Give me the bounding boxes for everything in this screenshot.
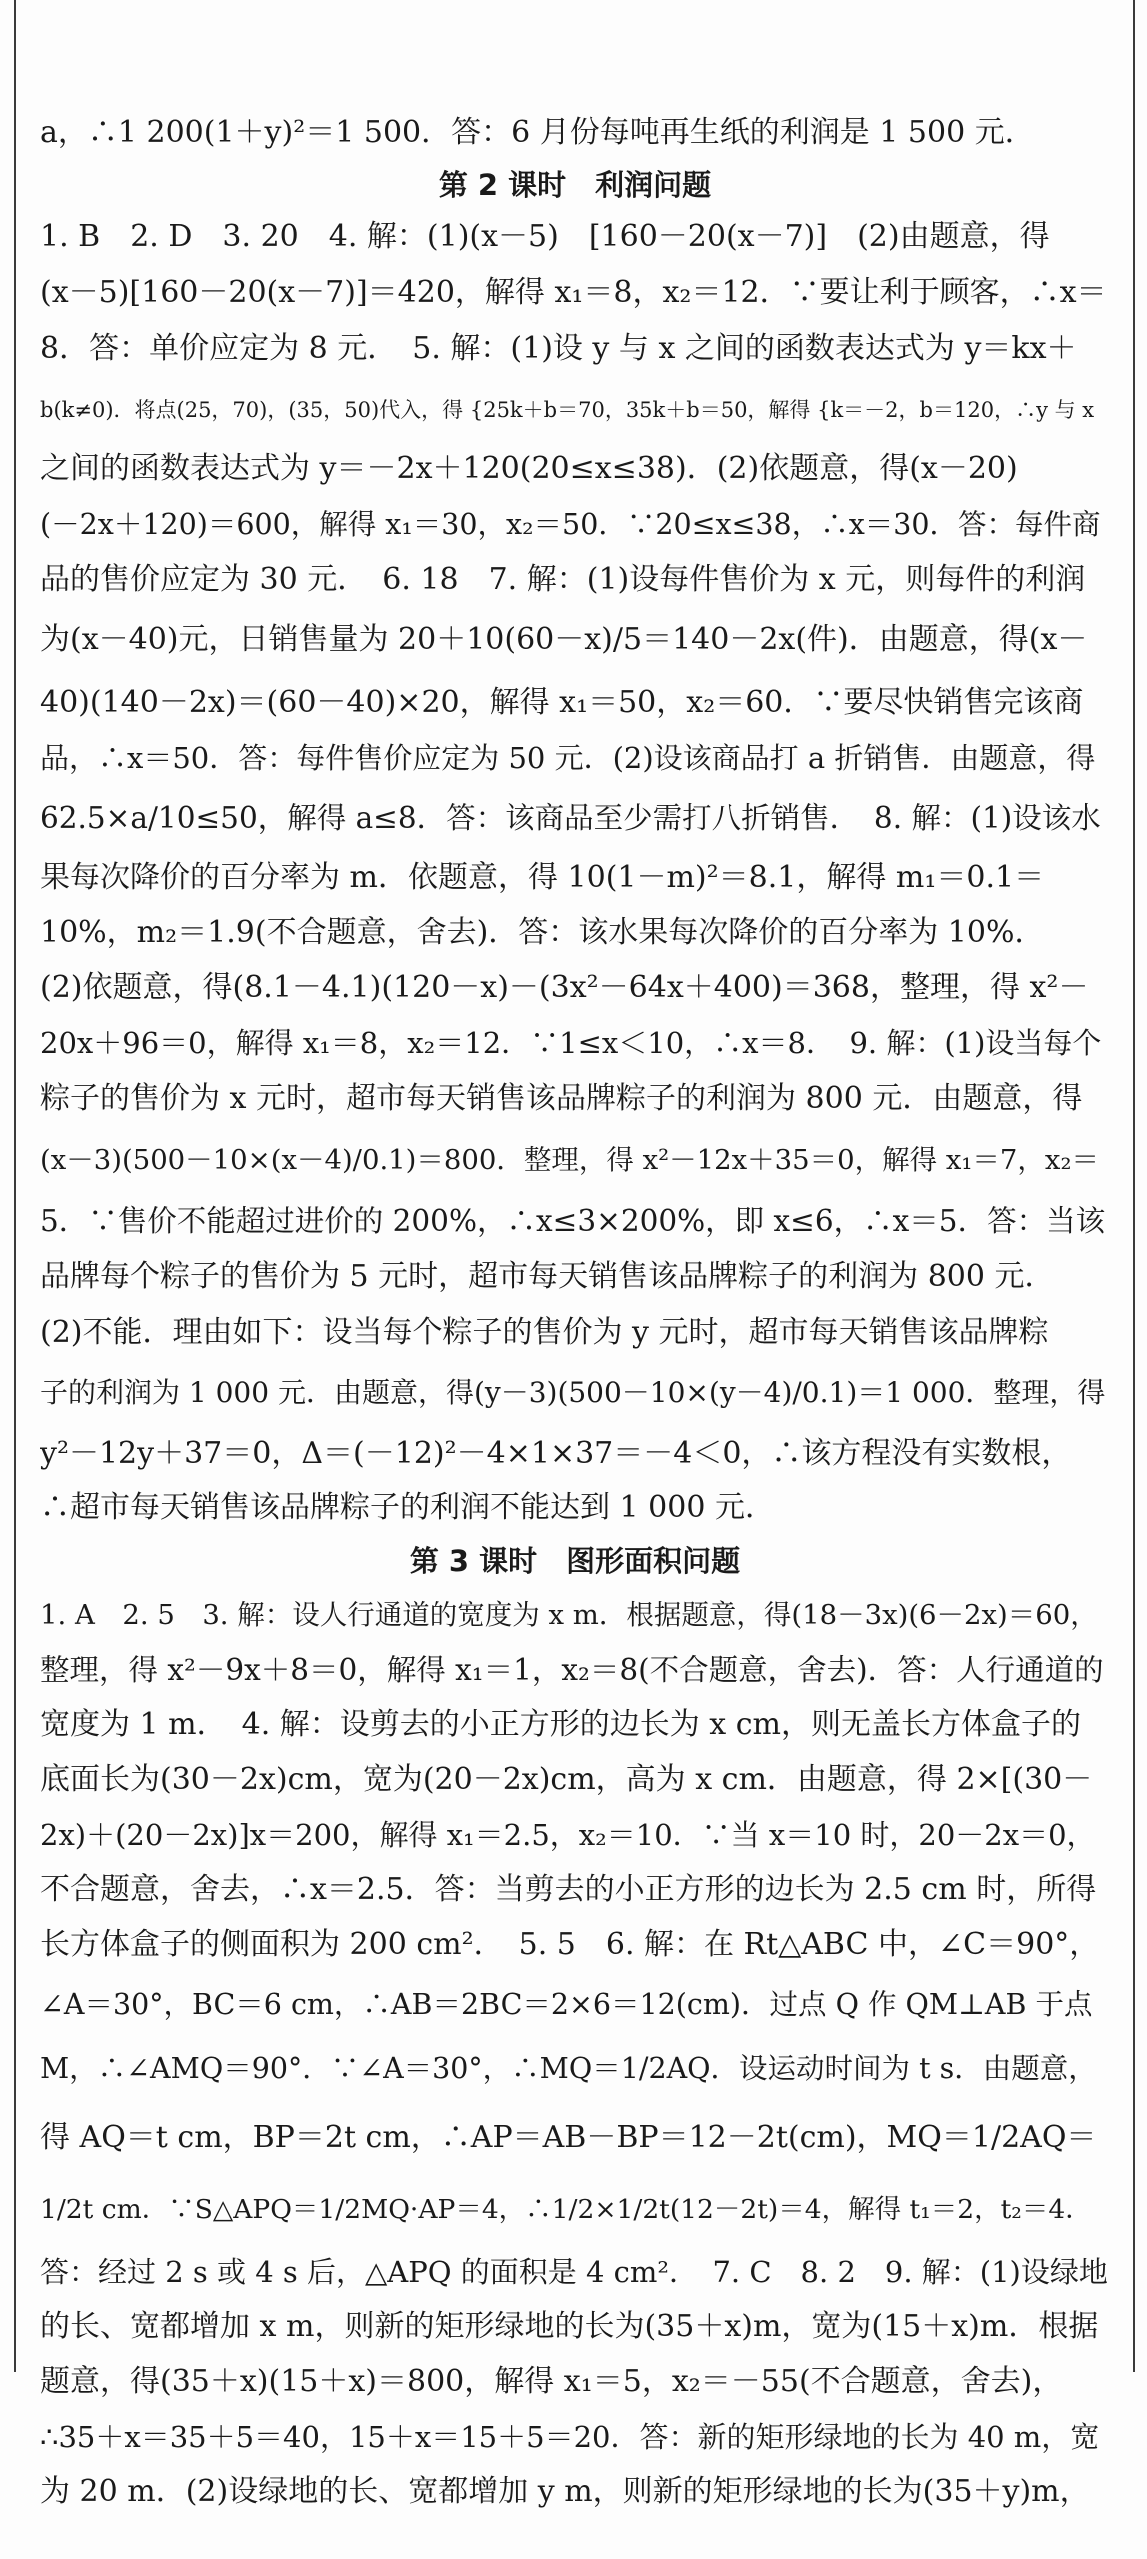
text-line: 子的利润为 1 000 元．由题意，得(y－3)(500－10×(y－4)/0.1)＝1 000．整理，得: [40, 1376, 1106, 1409]
text-line: ∠A＝30°，BC＝6 cm，∴AB＝2BC＝2×6＝12(cm)．过点 Q 作 QM⊥AB 于点: [40, 1988, 1093, 2021]
text-line: ∴35＋x＝35＋5＝40，15＋x＝15＋5＝20．答：新的矩形绿地的长为 40 m，宽: [40, 2420, 1100, 2454]
text-line: 1. A 2. 5 3. 解：设人行通道的宽度为 x m．根据题意，得(18－3x)(6－2x)＝60，: [40, 1599, 1098, 1631]
text-line: 40)(140－2x)＝(60－40)×20，解得 x₁＝50，x₂＝60．∵要尽快销售完该商: [40, 685, 1084, 720]
text-line: 之间的函数表达式为 y＝－2x＋120(20≤x≤38)．(2)依题意，得(x－20): [40, 451, 1018, 486]
text-line: 品牌每个粽子的售价为 5 元时，超市每天销售该品牌粽子的利润为 800 元．: [40, 1259, 1055, 1294]
text-line: 62.5×a/10≤50，解得 a≤8．答：该商品至少需打八折销售． 8. 解：(1)设该水: [40, 801, 1101, 835]
text-line: (－2x＋120)＝600，解得 x₁＝30，x₂＝50．∵20≤x≤38，∴x＝30．答：每件商: [40, 508, 1101, 541]
text-line: 整理，得 x²－9x＋8＝0，解得 x₁＝1，x₂＝8(不合题意，舍去)．答：人行通道的: [40, 1653, 1104, 1687]
text-line: (2)依题意，得(8.1－4.1)(120－x)－(3x²－64x＋400)＝368，整理，得 x²－: [40, 970, 1089, 1005]
text-line: 果每次降价的百分率为 m．依题意，得 10(1－m)²＝8.1，解得 m₁＝0.1＝: [40, 860, 1045, 895]
text-line: 的长、宽都增加 x m，则新的矩形绿地的长为(35＋x)m，宽为(15＋x)m．根据: [40, 2309, 1099, 2344]
section-2-heading: 第 2 课时 利润问题: [438, 168, 712, 202]
text-line: 粽子的售价为 x 元时，超市每天销售该品牌粽子的利润为 800 元．由题意，得: [40, 1081, 1083, 1116]
text-line: (2)不能．理由如下：设当每个粽子的售价为 y 元时，超市每天销售该品牌粽: [40, 1315, 1049, 1350]
text-line: 品，∴x＝50．答：每件售价应定为 50 元．(2)设该商品打 a 折销售．由题意，得: [40, 741, 1096, 775]
text-line: 不合题意，舍去，∴x＝2.5．答：当剪去的小正方形的边长为 2.5 cm 时，所得: [40, 1872, 1097, 1907]
text-line: (x－3)(500－10×(x－4)/0.1)＝800．整理，得 x²－12x＋35＝0，解得 x₁＝7，x₂＝: [40, 1144, 1099, 1176]
text-line: 5．∵售价不能超过进价的 200%，∴x≤3×200%，即 x≤6，∴x＝5．答：当该: [40, 1204, 1106, 1238]
text-line: 1/2t cm．∵S△APQ＝1/2MQ·AP＝4，∴1/2×1/2t(12－2t)＝4，解得 t₁＝2，t₂＝4．: [40, 2194, 1092, 2225]
text-line: 10%，m₂＝1.9(不合题意，舍去)．答：该水果每次降价的百分率为 10%．: [40, 915, 1045, 950]
text-line: 2x)＋(20－2x)]x＝200，解得 x₁＝2.5，x₂＝10．∵当 x＝10 时，20－2x＝0，: [40, 1818, 1096, 1852]
text-line: 为 20 m．(2)设绿地的长、宽都增加 y m，则新的矩形绿地的长为(35＋y)m，: [40, 2474, 1090, 2509]
text-line: 1. B 2. D 3. 20 4. 解：(1)(x－5) [160－20(x－7)] (2)由题意，得: [40, 219, 1050, 254]
text-line: 20x＋96＝0，解得 x₁＝8，x₂＝12．∵1≤x＜10，∴x＝8． 9. 解：(1)设当每个: [40, 1026, 1102, 1060]
text-line: y²－12y＋37＝0，Δ＝(－12)²－4×1×37＝－4＜0，∴该方程没有实数根，: [40, 1436, 1072, 1471]
text-line: 为(x－40)元，日销售量为 20＋10(60－x)/5＝140－2x(件)．由题意，得(x－: [40, 622, 1088, 657]
text-line: a，∴1 200(1＋y)²＝1 500．答：6 月份每吨再生纸的利润是 1 500 元．: [40, 115, 1035, 150]
text-line: 得 AQ＝t cm，BP＝2t cm，∴AP＝AB－BP＝12－2t(cm)，MQ＝1/2AQ＝: [40, 2120, 1097, 2155]
text-line: 答：经过 2 s 或 4 s 后，△APQ 的面积是 4 cm²． 7. C 8. 2 9. 解：(1)设绿地: [40, 2255, 1108, 2289]
text-line: 8．答：单价应定为 8 元． 5. 解：(1)设 y 与 x 之间的函数表达式为 y＝kx＋: [40, 331, 1077, 366]
section-3-heading: 第 3 课时 图形面积问题: [409, 1544, 741, 1578]
left-border-rule: [14, 0, 16, 2372]
text-line: (x－5)[160－20(x－7)]＝420，解得 x₁＝8，x₂＝12．∵要让利于顾客，∴x＝: [40, 275, 1107, 310]
text-line: 题意，得(35＋x)(15＋x)＝800，解得 x₁＝5，x₂＝－55(不合题意，舍去)，: [40, 2364, 1063, 2399]
right-border-rule: [1133, 0, 1135, 2372]
text-line: ∴超市每天销售该品牌粽子的利润不能达到 1 000 元．: [40, 1490, 775, 1525]
text-line: b(k≠0)．将点(25，70)，(35，50)代入，得 {25k＋b＝70，35k＋b＝50，解得 {k＝－2，b＝120，∴y 与 x: [40, 398, 1095, 422]
text-line: 长方体盒子的侧面积为 200 cm²． 5. 5 6. 解：在 Rt△ABC 中，∠C＝90°，: [40, 1927, 1100, 1962]
text-line: 底面长为(30－2x)cm，宽为(20－2x)cm，高为 x cm．由题意，得 2×[(30－: [40, 1762, 1093, 1797]
text-line: 品的售价应定为 30 元． 6. 18 7. 解：(1)设每件售价为 x 元，则每件的利润: [40, 562, 1086, 597]
text-line: 宽度为 1 m． 4. 解：设剪去的小正方形的边长为 x cm，则无盖长方体盒子的: [40, 1707, 1082, 1742]
text-line: M，∴∠AMQ＝90°．∵∠A＝30°，∴MQ＝1/2AQ．设运动时间为 t s．由题意，: [40, 2052, 1097, 2085]
